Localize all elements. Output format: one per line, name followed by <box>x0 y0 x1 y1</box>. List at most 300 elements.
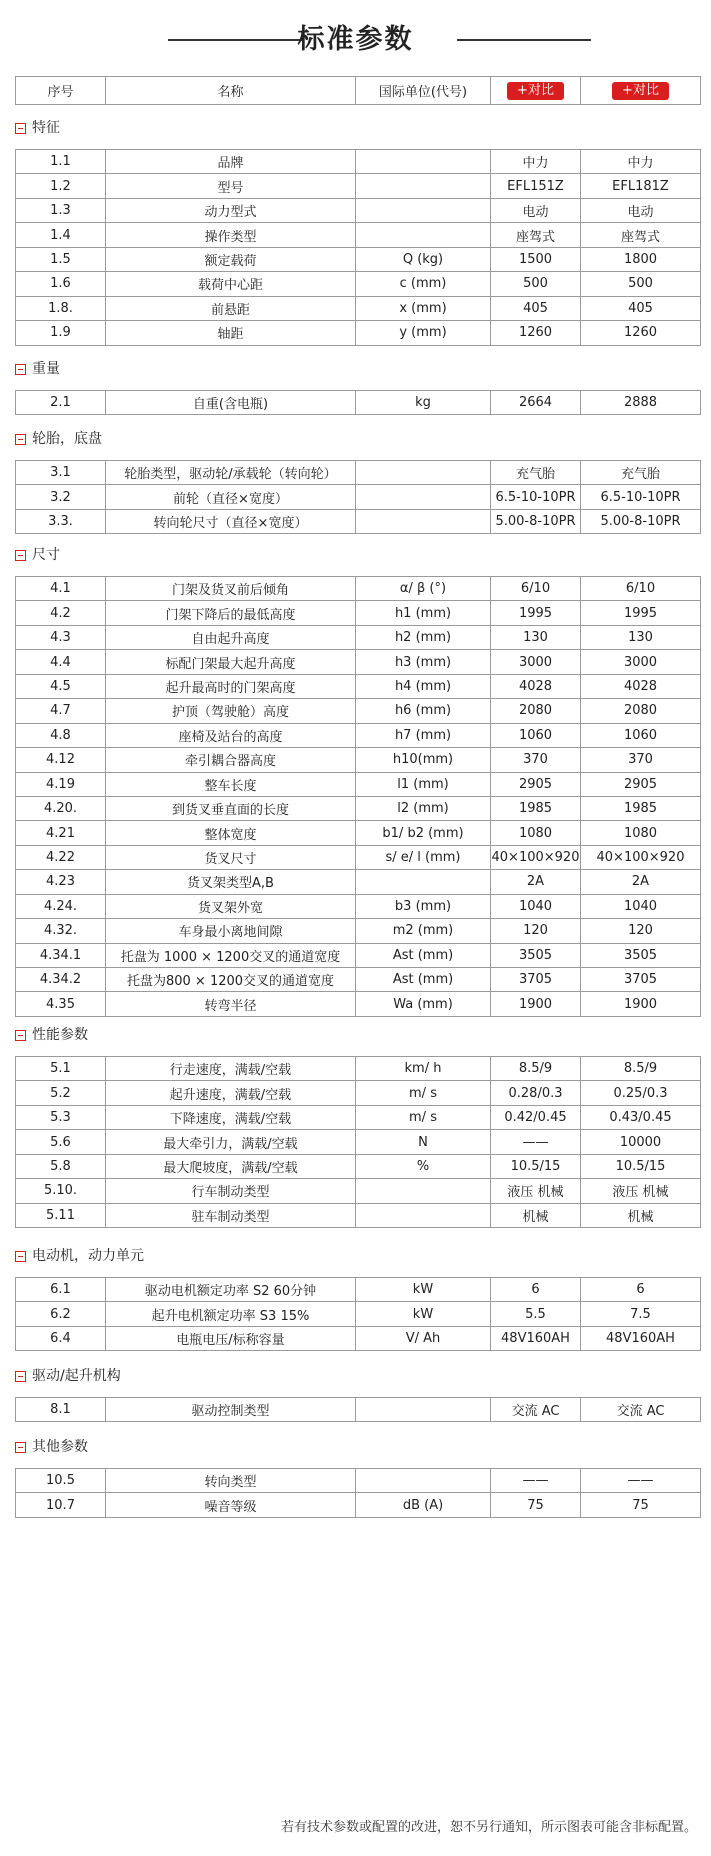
spec-name: 自由起升高度 <box>106 625 356 649</box>
spec-name: 托盘为 1000 × 1200交叉的通道宽度 <box>106 943 356 967</box>
table-row <box>16 272 701 296</box>
spec-value-1: —— <box>491 1130 581 1154</box>
spec-unit: Ast (mm) <box>356 968 491 992</box>
header-no: 序号 <box>16 77 106 105</box>
spec-value-2: 6/10 <box>581 577 701 601</box>
spec-unit <box>356 1469 491 1493</box>
spec-name: 到货叉垂直面的长度 <box>106 796 356 820</box>
spec-no: 3.1 <box>16 461 106 485</box>
spec-value-2: 1985 <box>581 796 701 820</box>
spec-name: 品牌 <box>106 150 356 174</box>
section-title: 轮胎，底盘 <box>32 431 102 447</box>
table-row <box>16 674 701 698</box>
spec-unit: h1 (mm) <box>356 601 491 625</box>
spec-name: 标配门架最大起升高度 <box>106 650 356 674</box>
spec-table-other <box>15 1468 701 1518</box>
spec-no: 4.35 <box>16 992 106 1016</box>
spec-name: 最大爬坡度，满载/空载 <box>106 1154 356 1178</box>
spec-value-2: 10.5/15 <box>581 1154 701 1178</box>
spec-value-2: 4028 <box>581 674 701 698</box>
table-row <box>16 150 701 174</box>
table-row <box>16 919 701 943</box>
collapse-icon[interactable] <box>15 434 26 445</box>
spec-unit: m2 (mm) <box>356 919 491 943</box>
page-title-block <box>0 20 711 60</box>
table-row <box>16 461 701 485</box>
spec-name: 驱动电机额定功率 S2 60分钟 <box>106 1278 356 1302</box>
spec-no: 8.1 <box>16 1398 106 1422</box>
spec-no: 1.8. <box>16 296 106 320</box>
collapse-icon[interactable] <box>15 550 26 561</box>
table-row <box>16 943 701 967</box>
compare-button-2[interactable]: +对比 <box>612 82 669 100</box>
spec-name: 前轮（直径×宽度） <box>106 485 356 509</box>
table-row <box>16 821 701 845</box>
spec-value-2: 6 <box>581 1278 701 1302</box>
spec-unit: h4 (mm) <box>356 674 491 698</box>
spec-value-1: 6/10 <box>491 577 581 601</box>
spec-name: 货叉架类型A,B <box>106 870 356 894</box>
spec-value-2: 1040 <box>581 894 701 918</box>
spec-name: 最大牵引力，满载/空载 <box>106 1130 356 1154</box>
spec-no: 1.4 <box>16 223 106 247</box>
spec-no: 1.6 <box>16 272 106 296</box>
table-row <box>16 992 701 1016</box>
spec-value-1: 3000 <box>491 650 581 674</box>
spec-value-2: EFL181Z <box>581 174 701 198</box>
collapse-icon[interactable] <box>15 364 26 375</box>
spec-value-2: 75 <box>581 1493 701 1517</box>
section-header-weight <box>15 359 60 379</box>
spec-unit: h7 (mm) <box>356 723 491 747</box>
spec-name: 起升最高时的门架高度 <box>106 674 356 698</box>
table-row <box>16 1326 701 1350</box>
collapse-icon[interactable] <box>15 1030 26 1041</box>
spec-value-2: 5.00-8-10PR <box>581 509 701 533</box>
spec-value-2: 电动 <box>581 198 701 222</box>
table-row <box>16 485 701 509</box>
spec-no: 5.6 <box>16 1130 106 1154</box>
table-row <box>16 1398 701 1422</box>
table-row <box>16 601 701 625</box>
spec-no: 1.5 <box>16 247 106 271</box>
spec-no: 4.3 <box>16 625 106 649</box>
spec-name: 门架及货叉前后倾角 <box>106 577 356 601</box>
spec-value-2: 3705 <box>581 968 701 992</box>
spec-no: 6.1 <box>16 1278 106 1302</box>
section-header-dimensions <box>15 545 60 565</box>
spec-unit <box>356 461 491 485</box>
spec-value-2: 1800 <box>581 247 701 271</box>
spec-unit: l1 (mm) <box>356 772 491 796</box>
spec-value-2: 405 <box>581 296 701 320</box>
spec-name: 额定载荷 <box>106 247 356 271</box>
spec-unit: l2 (mm) <box>356 796 491 820</box>
table-row <box>16 1154 701 1178</box>
spec-no: 10.7 <box>16 1493 106 1517</box>
table-row <box>16 1469 701 1493</box>
spec-value-1: 6.5-10-10PR <box>491 485 581 509</box>
spec-value-2: 500 <box>581 272 701 296</box>
spec-value-1: 1080 <box>491 821 581 845</box>
spec-table-weight <box>15 390 701 415</box>
spec-name: 动力型式 <box>106 198 356 222</box>
spec-value-1: 8.5/9 <box>491 1057 581 1081</box>
section-header-tires <box>15 429 102 449</box>
spec-value-1: 充气胎 <box>491 461 581 485</box>
table-row <box>16 968 701 992</box>
spec-no: 4.22 <box>16 845 106 869</box>
table-row <box>16 699 701 723</box>
spec-unit <box>356 198 491 222</box>
spec-unit: km/ h <box>356 1057 491 1081</box>
spec-unit <box>356 223 491 247</box>
page-title: 标准参数 <box>297 24 414 55</box>
section-title: 性能参数 <box>32 1027 88 1043</box>
spec-name: 座椅及站台的高度 <box>106 723 356 747</box>
spec-no: 4.2 <box>16 601 106 625</box>
spec-unit: kW <box>356 1278 491 1302</box>
table-row <box>16 772 701 796</box>
table-row <box>16 509 701 533</box>
spec-name: 自重(含电瓶) <box>106 391 356 415</box>
title-divider-right <box>457 39 591 41</box>
table-row <box>16 296 701 320</box>
header-table <box>15 76 701 105</box>
collapse-icon[interactable] <box>15 1442 26 1453</box>
spec-no: 3.2 <box>16 485 106 509</box>
spec-name: 操作类型 <box>106 223 356 247</box>
spec-value-2: 1900 <box>581 992 701 1016</box>
table-row <box>16 1130 701 1154</box>
spec-value-1: 0.42/0.45 <box>491 1105 581 1129</box>
spec-unit <box>356 485 491 509</box>
section-title: 特征 <box>32 120 60 136</box>
spec-unit: c (mm) <box>356 272 491 296</box>
spec-value-1: 405 <box>491 296 581 320</box>
header-unit: 国际单位(代号) <box>356 77 491 105</box>
spec-no: 5.2 <box>16 1081 106 1105</box>
footnote: 若有技术参数或配置的改进，恕不另行通知，所示图表可能含非标配置。 <box>280 1820 697 1835</box>
spec-value-2: 2080 <box>581 699 701 723</box>
spec-unit: V/ Ah <box>356 1326 491 1350</box>
spec-table-drive <box>15 1397 701 1422</box>
spec-value-2: 3505 <box>581 943 701 967</box>
spec-unit: m/ s <box>356 1081 491 1105</box>
spec-unit: h2 (mm) <box>356 625 491 649</box>
spec-unit: x (mm) <box>356 296 491 320</box>
table-row <box>16 1302 701 1326</box>
section-header-other <box>15 1437 88 1457</box>
spec-value-1: 1260 <box>491 321 581 345</box>
spec-value-2: 48V160AH <box>581 1326 701 1350</box>
spec-name: 驻车制动类型 <box>106 1203 356 1227</box>
spec-unit <box>356 1179 491 1203</box>
table-row <box>16 1179 701 1203</box>
spec-name: 驱动控制类型 <box>106 1398 356 1422</box>
spec-unit <box>356 174 491 198</box>
spec-value-1: 2905 <box>491 772 581 796</box>
table-row <box>16 1278 701 1302</box>
spec-unit <box>356 1203 491 1227</box>
spec-value-2: 机械 <box>581 1203 701 1227</box>
spec-name: 护顶（驾驶舱）高度 <box>106 699 356 723</box>
spec-value-1: —— <box>491 1469 581 1493</box>
spec-value-2: —— <box>581 1469 701 1493</box>
spec-name: 门架下降后的最低高度 <box>106 601 356 625</box>
table-row <box>16 1105 701 1129</box>
spec-value-1: 0.28/0.3 <box>491 1081 581 1105</box>
spec-value-2: 8.5/9 <box>581 1057 701 1081</box>
section-header-drive <box>15 1366 121 1386</box>
collapse-icon[interactable] <box>15 1251 26 1262</box>
spec-unit <box>356 150 491 174</box>
spec-value-2: 交流 AC <box>581 1398 701 1422</box>
spec-value-1: 10.5/15 <box>491 1154 581 1178</box>
header-name: 名称 <box>106 77 356 105</box>
spec-table-tires <box>15 460 701 534</box>
spec-name: 转向类型 <box>106 1469 356 1493</box>
spec-no: 4.34.1 <box>16 943 106 967</box>
spec-name: 车身最小离地间隙 <box>106 919 356 943</box>
spec-value-2: 2888 <box>581 391 701 415</box>
spec-value-2: 40×100×920 <box>581 845 701 869</box>
spec-no: 5.11 <box>16 1203 106 1227</box>
spec-unit: Q (kg) <box>356 247 491 271</box>
spec-value-1: 1995 <box>491 601 581 625</box>
collapse-icon[interactable] <box>15 1371 26 1382</box>
spec-unit: α/ β (°) <box>356 577 491 601</box>
spec-table-performance <box>15 1056 701 1228</box>
spec-no: 4.23 <box>16 870 106 894</box>
spec-value-1: 1900 <box>491 992 581 1016</box>
section-title: 重量 <box>32 361 60 377</box>
spec-no: 4.8 <box>16 723 106 747</box>
section-header-motor <box>15 1246 144 1266</box>
spec-name: 电瓶电压/标称容量 <box>106 1326 356 1350</box>
spec-no: 4.21 <box>16 821 106 845</box>
spec-value-1: 2080 <box>491 699 581 723</box>
spec-value-2: 370 <box>581 748 701 772</box>
table-row <box>16 845 701 869</box>
spec-no: 4.5 <box>16 674 106 698</box>
table-row <box>16 174 701 198</box>
table-row <box>16 1057 701 1081</box>
spec-value-1: 电动 <box>491 198 581 222</box>
spec-value-1: 1060 <box>491 723 581 747</box>
spec-table-dimensions <box>15 576 701 1017</box>
spec-no: 4.19 <box>16 772 106 796</box>
spec-value-2: 130 <box>581 625 701 649</box>
spec-unit: b1/ b2 (mm) <box>356 821 491 845</box>
table-row <box>16 247 701 271</box>
table-row <box>16 1081 701 1105</box>
spec-no: 4.4 <box>16 650 106 674</box>
spec-value-1: 120 <box>491 919 581 943</box>
spec-name: 货叉尺寸 <box>106 845 356 869</box>
spec-no: 1.3 <box>16 198 106 222</box>
spec-unit: y (mm) <box>356 321 491 345</box>
spec-no: 4.20. <box>16 796 106 820</box>
spec-no: 1.2 <box>16 174 106 198</box>
spec-name: 行走速度，满载/空载 <box>106 1057 356 1081</box>
spec-no: 4.32. <box>16 919 106 943</box>
table-row <box>16 894 701 918</box>
spec-value-1: 500 <box>491 272 581 296</box>
compare-cell-1 <box>491 77 581 105</box>
table-row <box>16 577 701 601</box>
table-row <box>16 321 701 345</box>
spec-value-1: 130 <box>491 625 581 649</box>
spec-value-1: 6 <box>491 1278 581 1302</box>
spec-table-motor <box>15 1277 701 1351</box>
spec-unit <box>356 1398 491 1422</box>
spec-name: 起升电机额定功率 S3 15% <box>106 1302 356 1326</box>
spec-name: 前悬距 <box>106 296 356 320</box>
spec-value-1: 2664 <box>491 391 581 415</box>
spec-unit <box>356 870 491 894</box>
spec-value-1: 4028 <box>491 674 581 698</box>
spec-name: 噪音等级 <box>106 1493 356 1517</box>
spec-unit: dB (A) <box>356 1493 491 1517</box>
spec-no: 5.8 <box>16 1154 106 1178</box>
spec-name: 转弯半径 <box>106 992 356 1016</box>
spec-unit: N <box>356 1130 491 1154</box>
spec-value-1: 5.00-8-10PR <box>491 509 581 533</box>
table-row <box>16 723 701 747</box>
spec-unit: h6 (mm) <box>356 699 491 723</box>
spec-name: 整体宽度 <box>106 821 356 845</box>
collapse-icon[interactable] <box>15 123 26 134</box>
spec-value-1: 交流 AC <box>491 1398 581 1422</box>
spec-value-2: 中力 <box>581 150 701 174</box>
spec-no: 4.7 <box>16 699 106 723</box>
spec-value-2: 1060 <box>581 723 701 747</box>
spec-value-1: 48V160AH <box>491 1326 581 1350</box>
table-row <box>16 625 701 649</box>
spec-value-2: 7.5 <box>581 1302 701 1326</box>
spec-value-2: 充气胎 <box>581 461 701 485</box>
section-header-features <box>15 118 60 138</box>
spec-value-2: 120 <box>581 919 701 943</box>
spec-unit: Wa (mm) <box>356 992 491 1016</box>
table-row <box>16 223 701 247</box>
spec-value-1: 机械 <box>491 1203 581 1227</box>
compare-cell-2 <box>581 77 701 105</box>
spec-value-2: 1995 <box>581 601 701 625</box>
table-row <box>16 1493 701 1517</box>
spec-table-features <box>15 149 701 346</box>
spec-value-1: 中力 <box>491 150 581 174</box>
spec-value-1: 3705 <box>491 968 581 992</box>
spec-value-1: 液压 机械 <box>491 1179 581 1203</box>
spec-no: 4.12 <box>16 748 106 772</box>
compare-button-1[interactable]: +对比 <box>507 82 564 100</box>
spec-value-2: 1260 <box>581 321 701 345</box>
section-header-performance <box>15 1025 88 1045</box>
spec-no: 3.3. <box>16 509 106 533</box>
spec-value-2: 2A <box>581 870 701 894</box>
spec-name: 转向轮尺寸（直径×宽度） <box>106 509 356 533</box>
table-row <box>16 796 701 820</box>
spec-name: 型号 <box>106 174 356 198</box>
spec-unit: h3 (mm) <box>356 650 491 674</box>
spec-no: 5.3 <box>16 1105 106 1129</box>
spec-no: 5.1 <box>16 1057 106 1081</box>
spec-no: 1.1 <box>16 150 106 174</box>
spec-value-1: 370 <box>491 748 581 772</box>
spec-no: 2.1 <box>16 391 106 415</box>
spec-no: 4.24. <box>16 894 106 918</box>
spec-value-1: 3505 <box>491 943 581 967</box>
spec-no: 6.2 <box>16 1302 106 1326</box>
spec-no: 1.9 <box>16 321 106 345</box>
spec-value-2: 0.43/0.45 <box>581 1105 701 1129</box>
spec-value-1: 2A <box>491 870 581 894</box>
spec-name: 轮胎类型，驱动轮/承载轮（转向轮） <box>106 461 356 485</box>
spec-name: 下降速度，满载/空载 <box>106 1105 356 1129</box>
spec-name: 整车长度 <box>106 772 356 796</box>
spec-value-1: EFL151Z <box>491 174 581 198</box>
spec-unit <box>356 509 491 533</box>
spec-name: 起升速度，满载/空载 <box>106 1081 356 1105</box>
spec-value-2: 10000 <box>581 1130 701 1154</box>
spec-value-1: 75 <box>491 1493 581 1517</box>
spec-value-1: 1500 <box>491 247 581 271</box>
spec-no: 4.34.2 <box>16 968 106 992</box>
spec-unit: m/ s <box>356 1105 491 1129</box>
table-row <box>16 198 701 222</box>
spec-value-2: 0.25/0.3 <box>581 1081 701 1105</box>
spec-value-1: 5.5 <box>491 1302 581 1326</box>
header-row <box>16 77 701 105</box>
spec-value-2: 1080 <box>581 821 701 845</box>
table-row <box>16 748 701 772</box>
table-row <box>16 1203 701 1227</box>
spec-value-2: 液压 机械 <box>581 1179 701 1203</box>
spec-name: 托盘为800 × 1200交叉的通道宽度 <box>106 968 356 992</box>
spec-value-1: 座驾式 <box>491 223 581 247</box>
spec-no: 6.4 <box>16 1326 106 1350</box>
table-row <box>16 650 701 674</box>
spec-unit: s/ e/ l (mm) <box>356 845 491 869</box>
spec-unit: h10(mm) <box>356 748 491 772</box>
spec-unit: b3 (mm) <box>356 894 491 918</box>
spec-name: 货叉架外宽 <box>106 894 356 918</box>
spec-no: 5.10. <box>16 1179 106 1203</box>
spec-unit: % <box>356 1154 491 1178</box>
spec-name: 载荷中心距 <box>106 272 356 296</box>
spec-value-2: 2905 <box>581 772 701 796</box>
section-title: 驱动/起升机构 <box>32 1368 121 1384</box>
spec-value-1: 1040 <box>491 894 581 918</box>
section-title: 其他参数 <box>32 1439 88 1455</box>
section-title: 尺寸 <box>32 547 60 563</box>
table-row <box>16 870 701 894</box>
spec-value-1: 1985 <box>491 796 581 820</box>
spec-name: 轴距 <box>106 321 356 345</box>
spec-value-2: 3000 <box>581 650 701 674</box>
spec-name: 牵引耦合器高度 <box>106 748 356 772</box>
table-row <box>16 391 701 415</box>
section-title: 电动机，动力单元 <box>32 1248 144 1264</box>
spec-value-2: 6.5-10-10PR <box>581 485 701 509</box>
spec-name: 行车制动类型 <box>106 1179 356 1203</box>
spec-unit: kW <box>356 1302 491 1326</box>
spec-unit: kg <box>356 391 491 415</box>
spec-no: 4.1 <box>16 577 106 601</box>
spec-unit: Ast (mm) <box>356 943 491 967</box>
